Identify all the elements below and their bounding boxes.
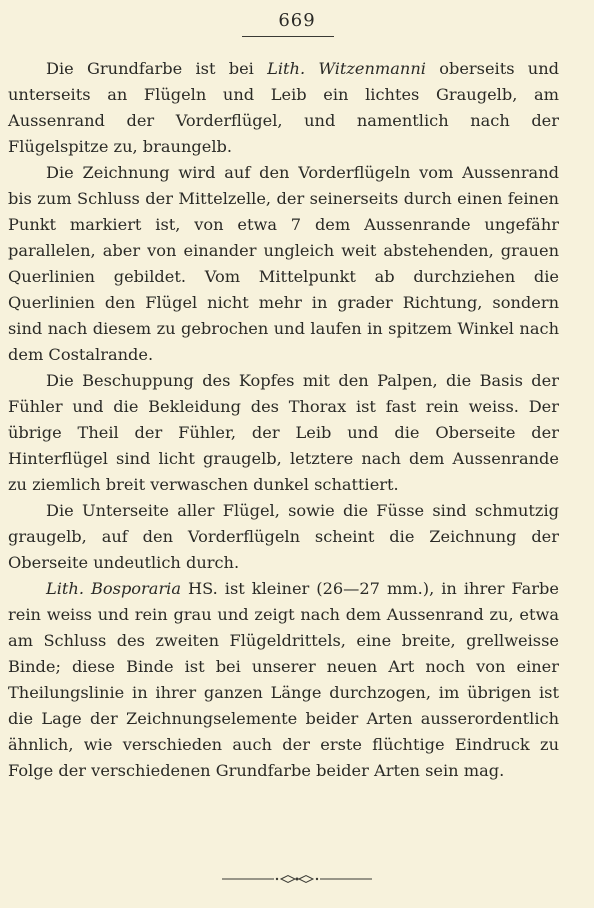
- text-run: Die Grundfarbe ist bei: [46, 59, 268, 78]
- text-run: Die Beschuppung des Kopfes mit den Palpen, die Basis der Fühler und die Bekleidung des Thorax ist fast rein weiss. Der übrige Theil der Fühler, der Leib und die Oberseite der Hinterflügel sind licht graugelb, letztere nach dem Aussenrande zu ziemlich breit verwaschen dunkel schattiert.: [8, 371, 559, 494]
- paragraph: [8, 576, 559, 784]
- text-run: Die Unterseite aller Flügel, sowie die Füsse sind schmutzig graugelb, auf den Vorderflügeln scheint die Zeichnung der Oberseite undeutlich durch.: [8, 501, 559, 572]
- text-run: oberseits und unterseits an Flügeln und Leib ein lichtes Graugelb, am Aussenrand der Vorderflügel, und namentlich nach der Flügelspitze zu, braungelb.: [8, 59, 560, 156]
- paragraph: [8, 56, 559, 160]
- text-run: HS. ist kleiner (26—27 mm.), in ihrer Farbe rein weiss und rein grau und zeigt nach dem Aussenrand zu, etwa am Schluss des zweiten Flügeldrittels, eine breite, grellweisse Binde; diese Binde ist bei unserer neuen Art noch von einer Theilungslinie in ihrer ganzen Länge durchzogen, im übrigen ist die Lage der Zeichnungselemente beider Arten ausserordentlich ähnlich, wie verschieden auch der erste flüchtige Eindruck zu Folge der verschiedenen Grundfarbe beider Arten sein mag.: [8, 579, 559, 780]
- species-name: Lith. Witzenmanni: [267, 59, 426, 78]
- paragraph: [8, 498, 559, 576]
- page-number: 669: [278, 10, 316, 31]
- paragraph: [8, 368, 559, 498]
- body-text: [8, 56, 559, 784]
- text-run: Die Zeichnung wird auf den Vorderflügeln vom Aussenrand bis zum Schluss der Mittelzelle, der seinerseits durch einen feinen Punkt markiert ist, von etwa 7 dem Aussenrande ungefähr parallelen, aber von einander ungleich weit abstehenden, grauen Querlinien gebildet. Vom Mittelpunkt ab durchziehen die Querlinien den Flügel nicht mehr in grader Richtung, sondern sind nach diesem zu gebrochen und laufen in spitzem Winkel nach dem Costalrande.: [8, 163, 559, 364]
- end-ornament-icon: [0, 872, 594, 892]
- header-rule: [242, 36, 334, 37]
- species-name: Lith. Bosporaria: [46, 579, 182, 598]
- ornament-svg: [222, 872, 372, 886]
- paragraph: [8, 160, 559, 368]
